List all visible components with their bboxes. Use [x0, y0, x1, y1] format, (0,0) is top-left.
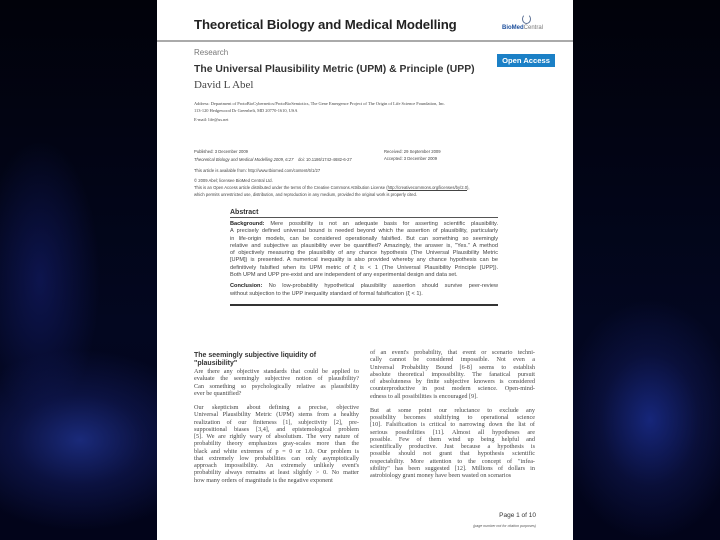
line-text: of an event's probability, that event or scenario techni- [370, 349, 535, 356]
line-text: without subjection to the UPP inequality standard of formal falsification (ξ < 1). [230, 290, 423, 297]
paragraph [194, 404, 359, 484]
line-text: sibility" has been suggested [12]. Millions of dollars in [370, 464, 535, 472]
text-line [370, 458, 535, 465]
text-line [230, 265, 498, 272]
line-text: Mere possibility is not an adequate basis for asserting scientific plausibility. [264, 221, 498, 227]
text-line [370, 443, 535, 450]
line-text: evaluate the seemingly subjective notion of plausibility? [194, 375, 359, 383]
license-text: This is an Open Access article distributed under the terms of the Creative Commons Attribution License ( [194, 185, 388, 190]
line-text: relative and subjective as plausibility ever be quantified? Amazingly, the answer is, "Yes." A method [230, 242, 498, 249]
right-column [370, 349, 535, 479]
line-text: how many orders of magnitude is the negative exponent [194, 476, 333, 484]
text-line [194, 477, 359, 484]
line-text: definitively falsified when its UPM metric of ξ is < 1 (The Universal Plausibility Principle [UPP]). [230, 264, 498, 271]
text-line [230, 228, 498, 235]
text-line [370, 472, 535, 479]
text-line [370, 436, 535, 443]
text-line [230, 291, 498, 298]
label: Background: [230, 221, 265, 227]
text-line [370, 349, 535, 356]
line-text: No low-probability hypothetical plausibility assertion should survive peer-review [262, 283, 498, 290]
article-type: Research [194, 48, 229, 57]
accepted-date: Accepted: 3 December 2009 [384, 156, 438, 161]
text-line [370, 429, 535, 436]
line-text: approach impossibility. An extremely unlikely event's [194, 462, 359, 469]
line-text: probability always remains at least slightly > 0. No matter [194, 469, 359, 477]
text-line [370, 378, 535, 385]
license-text: which permits unrestricted use, distribution, and reproduction in any medium, provided the original work is properly cited. [194, 192, 417, 197]
abstract-heading: Abstract [230, 209, 498, 218]
line-text: of absoluteness by finite subjective knowers is considered [370, 378, 535, 385]
text-line [194, 448, 359, 455]
text-line [370, 450, 535, 457]
abstract-background [230, 221, 498, 279]
logo-ring-icon [522, 14, 531, 24]
page-number: Page 1 of 10 [499, 512, 536, 519]
license-link[interactable]: http://creativecommons.org/licenses/by/2.0 [387, 185, 468, 190]
text-line [230, 250, 498, 257]
text-line [370, 407, 535, 414]
doi[interactable]: doi: 10.1186/1742-4682-6-27 [298, 157, 352, 162]
open-access-badge: Open Access [497, 54, 555, 67]
line-text: possibility becomes stultifying to operational science [370, 414, 535, 421]
left-column [194, 352, 359, 484]
text-line [194, 440, 359, 447]
line-text: Can something so psychologically relative as plausibility [194, 382, 359, 390]
text-line [194, 455, 359, 462]
section-heading: The seemingly subjective liquidity of "plausibility" [194, 352, 317, 367]
author: David L Abel [194, 79, 254, 91]
line-text: counterproductive in post modern science. Open-mind- [370, 385, 535, 393]
text-line [194, 462, 359, 469]
citation: Theoretical Biology and Medical Modelling 2009, 6:27 [194, 157, 294, 162]
text-line [194, 390, 359, 397]
text-line [194, 375, 359, 382]
line-text: scientifically productive. Just because a hypothesis is [370, 443, 535, 450]
text-line [230, 221, 498, 228]
line-text: But at some point our reluctance to exclude any [370, 406, 535, 414]
text-line [230, 257, 498, 264]
line-text: realization of our finiteness [1], subjectivity [2], pre- [194, 418, 359, 426]
address-line: 113-120 Hedgewood Dr Greenbelt, MD 20770-1610, USA [194, 108, 298, 113]
text-line [370, 465, 535, 472]
paragraph [194, 368, 359, 397]
document-page [157, 0, 573, 540]
text-line [370, 393, 535, 400]
line-text: ever be quantified? [194, 389, 242, 397]
label: Conclusion: [230, 283, 263, 290]
line-text: suppositional biases [3,4], and epistemological problem [194, 425, 359, 433]
line-text: Universal Plausibility Metric (UPM) stems from a healthy [194, 411, 359, 419]
line-text: black and white extremes of p = 0 or 1.0. Our problem is [194, 447, 359, 455]
line-text: Our skepticism about defining a precise, objective [194, 404, 359, 411]
text-line [230, 236, 498, 243]
text-line [370, 371, 535, 378]
paragraph [370, 407, 535, 480]
text-line [370, 364, 535, 371]
line-text: [10]. Falsification is critical to narrowing down the list of [370, 421, 535, 429]
logo-bold: BioMed [502, 25, 524, 31]
abstract-bottom-rule [230, 304, 498, 306]
text-line [370, 421, 535, 428]
line-text: possible. Few of them wind up being helpful and [370, 435, 535, 443]
page-number-note: (page number not for citation purposes) [473, 524, 536, 528]
text-line [194, 433, 359, 440]
biomed-central-logo[interactable] [502, 14, 552, 36]
line-text: astrobiology grant money have been wasted on scenarios [370, 472, 512, 479]
article-title: The Universal Plausibility Metric (UPM) & Principle (UPP) [194, 64, 475, 75]
line-text: Both UPM and UPP pre-exist and are independent of any experimental design and data set. [230, 272, 458, 279]
address-line: Address: Department of ProtoBioCybernetics/ProtoBioSemiotics, The Gene Emergence Project of The Origin of Life Science Foundation, Inc. [194, 101, 446, 106]
paragraph [370, 349, 535, 400]
text-line [230, 283, 498, 290]
text-line [194, 411, 359, 418]
line-text: [UPM]) is presented. A numerical inequality is also provided whereby any chance hypothesis can be [230, 257, 498, 264]
copyright: © 2009 Abel; licensee BioMed Central Ltd. [194, 178, 273, 183]
line-text: Universal Probability Bound [6-8] seems to establish [370, 363, 535, 371]
line-text: A precisely defined universal bound is needed beyond which the assertion of plausibility, particularly [230, 228, 498, 235]
line-text: that extremely low probabilities can only asymptotically [194, 454, 359, 462]
text-line [194, 404, 359, 411]
line-text: of objectively measuring the plausibility of any chance hypothesis (The Universal Plausibility Metric [230, 250, 498, 257]
availability[interactable]: This article is available from: http://www.tbiomed.com/content/6/1/27 [194, 168, 321, 173]
line-text: edness to all possibilities is encouraged [9]. [370, 392, 478, 400]
line-text: respectability. More attention to the concept of "infea- [370, 457, 535, 465]
email[interactable]: E-mail: life@us.net [194, 117, 229, 122]
license-text-end: ), [467, 185, 470, 190]
line-text: serious possibilities [11]. Almost all hypotheses are [370, 428, 535, 436]
abstract-conclusion [230, 283, 498, 298]
text-line [230, 243, 498, 250]
published-date: Published: 3 December 2009 [194, 149, 249, 154]
header-rule [157, 40, 573, 42]
line-text: [5]. We are rightly wary of absolutism. The very nature of [194, 433, 359, 440]
text-line [370, 385, 535, 392]
received-date: Received: 29 September 2009 [384, 149, 441, 154]
line-text: possible should not grant that hypothesis scientific [370, 450, 535, 458]
line-text: in life-origin models, can be considered operationally falsified. But can something so seemingly [230, 235, 498, 242]
text-line [194, 426, 359, 433]
text-line [194, 368, 359, 375]
text-line [194, 419, 359, 426]
line-text: cally cannot be considered impossible. Not even a [370, 356, 535, 364]
line-text: probability theory emphasizes gray-scales more than the [194, 440, 359, 448]
text-line [194, 469, 359, 476]
abstract [230, 209, 498, 306]
line-text: absolute theoretical impossibility. The fanatical pursuit [370, 370, 535, 378]
text-line [230, 272, 498, 279]
line-text: Are there any objective standards that could be applied to [194, 368, 359, 375]
journal-title: Theoretical Biology and Medical Modelling [194, 17, 457, 32]
text-line [370, 414, 535, 421]
text-line [370, 356, 535, 363]
text-line [194, 383, 359, 390]
logo-light: Central [523, 25, 544, 31]
